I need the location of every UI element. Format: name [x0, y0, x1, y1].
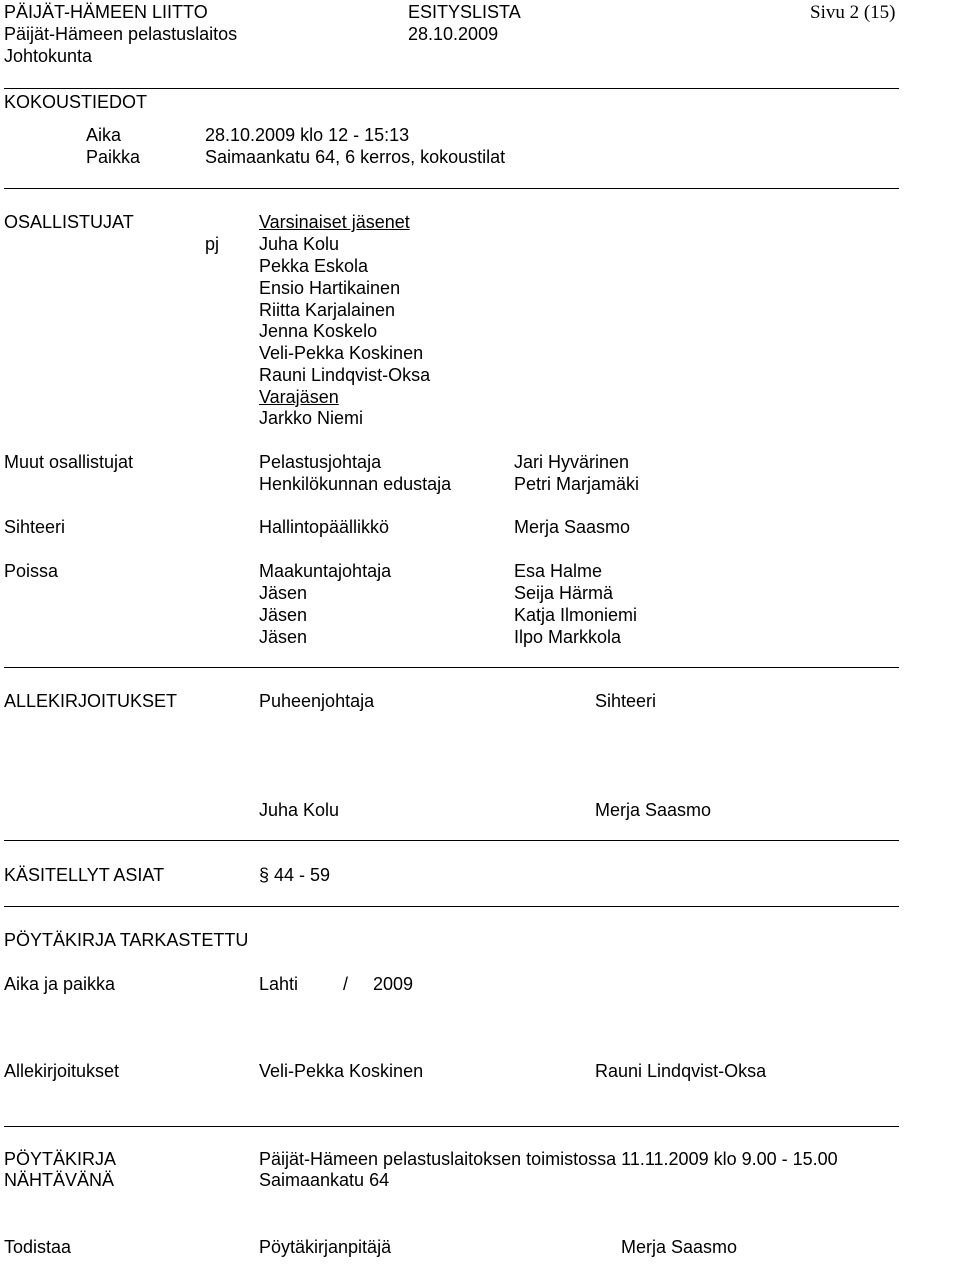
deputy-heading: Varajäsen	[259, 387, 339, 407]
absent-role: Maakuntajohtaja	[259, 561, 392, 581]
document-type: ESITYSLISTA	[408, 2, 521, 22]
chair-title: Puheenjohtaja	[259, 691, 375, 711]
absent-name: Katja Ilmoniemi	[514, 605, 638, 625]
absent-role: Jäsen	[259, 627, 308, 647]
divider	[4, 1126, 899, 1127]
signatures-label: ALLEKIRJOITUKSET	[4, 691, 178, 711]
certify-name: Merja Saasmo	[621, 1237, 738, 1257]
others-name: Jari Hyvärinen	[514, 452, 630, 472]
review-signers-label: Allekirjoitukset	[4, 1061, 120, 1081]
divider	[4, 188, 899, 189]
display-label: NÄHTÄVÄNÄ	[4, 1170, 115, 1190]
member-name: Jenna Koskelo	[259, 321, 378, 341]
secretary-signature-name: Merja Saasmo	[595, 800, 712, 820]
divider	[4, 906, 899, 907]
review-year: 2009	[373, 974, 414, 994]
review-place-label: Aika ja paikka	[4, 974, 116, 994]
chair-mark: pj	[205, 234, 220, 254]
member-name: Pekka Eskola	[259, 256, 369, 276]
review-heading: PÖYTÄKIRJA TARKASTETTU	[4, 930, 249, 950]
divider	[4, 667, 899, 668]
items-value: § 44 - 59	[259, 865, 331, 885]
reviewer-name: Veli-Pekka Koskinen	[259, 1061, 424, 1081]
place-label: Paikka	[86, 147, 141, 167]
time-label: Aika	[86, 125, 122, 145]
member-name: Veli-Pekka Koskinen	[259, 343, 424, 363]
body-name: Johtokunta	[4, 46, 93, 66]
secretary-label: Sihteeri	[4, 517, 66, 537]
time-value: 28.10.2009 klo 12 - 15:13	[205, 125, 410, 145]
member-name: Riitta Karjalainen	[259, 300, 396, 320]
document-date: 28.10.2009	[408, 24, 499, 44]
org-name: PÄIJÄT-HÄMEEN LIITTO	[4, 2, 208, 22]
members-heading: Varsinaiset jäsenet	[259, 212, 410, 232]
place-value: Saimaankatu 64, 6 kerros, kokoustilat	[205, 147, 506, 167]
display-location: Päijät-Hämeen pelastuslaitoksen toimistossa 11.11.2009 klo 9.00 - 15.00	[259, 1149, 838, 1169]
others-label: Muut osallistujat	[4, 452, 134, 472]
participants-heading: OSALLISTUJAT	[4, 212, 134, 232]
others-role: Henkilökunnan edustaja	[259, 474, 452, 494]
others-role: Pelastusjohtaja	[259, 452, 382, 472]
absent-name: Seija Härmä	[514, 583, 614, 603]
items-label: KÄSITELLYT ASIAT	[4, 865, 165, 885]
chair-signature-name: Juha Kolu	[259, 800, 340, 820]
review-slash: /	[343, 974, 349, 994]
secretary-name: Merja Saasmo	[514, 517, 631, 537]
page-number: Sivu 2 (15)	[810, 2, 896, 23]
absent-name: Esa Halme	[514, 561, 603, 581]
display-address: Saimaankatu 64	[259, 1170, 390, 1190]
member-name: Rauni Lindqvist-Oksa	[259, 365, 431, 385]
certify-label: Todistaa	[4, 1237, 72, 1257]
others-name: Petri Marjamäki	[514, 474, 640, 494]
display-label: PÖYTÄKIRJA	[4, 1149, 117, 1169]
divider	[4, 88, 899, 89]
secretary-title: Sihteeri	[595, 691, 657, 711]
secretary-role: Hallintopäällikkö	[259, 517, 390, 537]
review-city: Lahti	[259, 974, 299, 994]
absent-label: Poissa	[4, 561, 59, 581]
reviewer-name: Rauni Lindqvist-Oksa	[595, 1061, 767, 1081]
member-name: Ensio Hartikainen	[259, 278, 401, 298]
absent-role: Jäsen	[259, 605, 308, 625]
unit-name: Päijät-Hämeen pelastuslaitos	[4, 24, 238, 44]
meeting-heading: KOKOUSTIEDOT	[4, 92, 148, 112]
absent-name: Ilpo Markkola	[514, 627, 622, 647]
absent-role: Jäsen	[259, 583, 308, 603]
certify-role: Pöytäkirjanpitäjä	[259, 1237, 392, 1257]
member-name: Juha Kolu	[259, 234, 340, 254]
divider	[4, 840, 899, 841]
deputy-name: Jarkko Niemi	[259, 408, 364, 428]
